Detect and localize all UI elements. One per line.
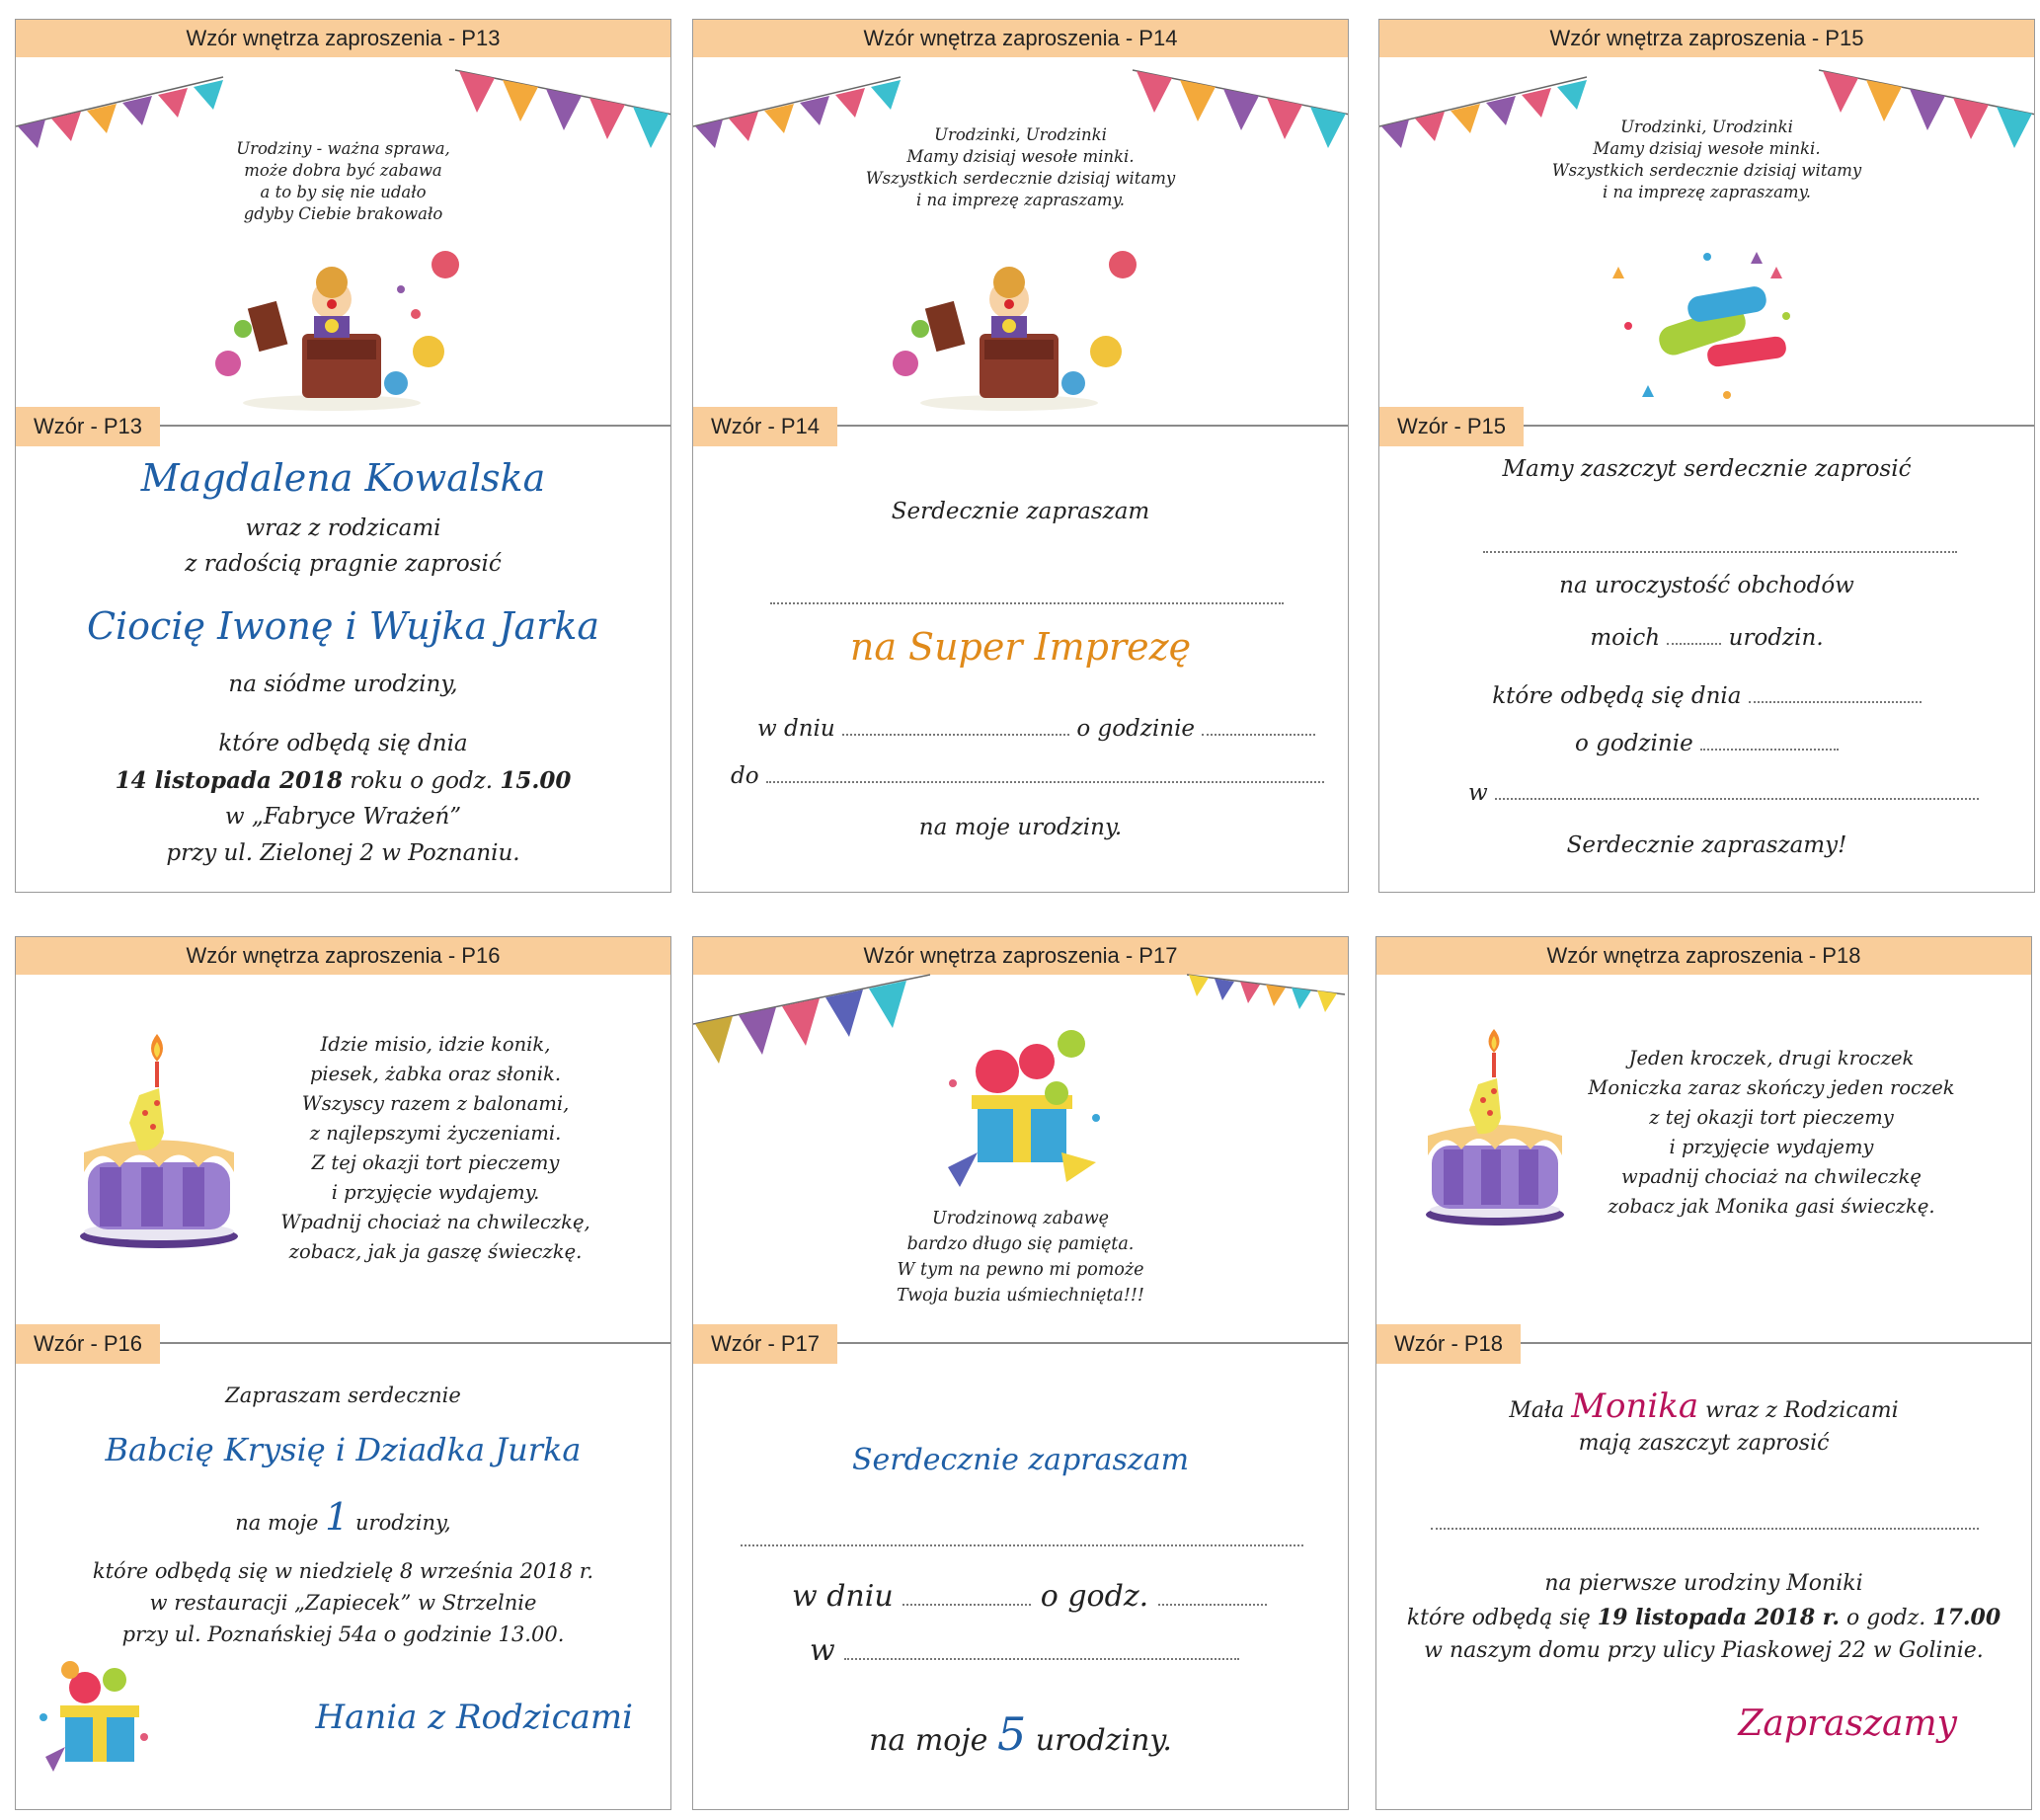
invitation-card-p14	[692, 19, 1349, 893]
card-poem: Urodzinki, Urodzinki Mamy dzisiaj wesołe minki. Wszystkich serdecznie dzisiaj witamy i na imprezę zapraszamy.	[865, 125, 1176, 209]
invitation-card-p13	[15, 19, 671, 893]
card-header: Wzór wnętrza zaproszenia - P16	[16, 937, 670, 975]
bunting-left-icon	[16, 67, 233, 146]
guests-name: Babcię Krysię i Dziadka Jurka	[105, 1431, 582, 1468]
fill-in-line	[770, 602, 1284, 604]
text-span: urodziny,	[349, 1511, 451, 1535]
text-line: Zapraszam serdecznie	[225, 1384, 461, 1407]
fill-in-line	[842, 734, 1069, 736]
card-poem: Urodzinową zabawę bardzo długo się pamięta. W tym na pewno mi pomoże Twoja buzia uśmiechnięta!!!	[897, 1209, 1144, 1306]
text-span: na moje	[869, 1723, 997, 1758]
day-label: w dniu	[757, 716, 835, 742]
card-top-section	[16, 57, 670, 425]
invitation-card-p18	[1375, 936, 2032, 1810]
text-span: moich	[1590, 625, 1661, 651]
child-line	[1376, 1386, 2031, 1426]
card-tab: Wzór - P17	[693, 1324, 837, 1364]
fill-in-line	[902, 1604, 1031, 1606]
age-number: 1	[325, 1495, 350, 1539]
invitation-card-p15	[1378, 19, 2035, 893]
card-header: Wzór wnętrza zaproszenia - P18	[1376, 937, 2031, 975]
fill-in-line	[766, 781, 1324, 783]
text-span: które odbędą się dnia	[1492, 683, 1742, 709]
card-header: Wzór wnętrza zaproszenia - P14	[693, 20, 1348, 57]
fill-in-line	[844, 1658, 1239, 1660]
date-line	[1376, 1605, 2031, 1630]
date-line	[1379, 683, 2034, 709]
card-poem: Idzie misio, idzie konik, piesek, żabka oraz słonik. Wszyscy razem z balonami, z najlepszymi życzeniami. Z tej okazji tort pieczemy i przyjęcie wydajemy. Wpadnij chociaż na chwileczkę, zobacz, jak ja gaszę świeczkę.	[280, 1033, 590, 1263]
event-date: 14 listopada 2018	[115, 767, 343, 794]
card-tab: Wzór - P14	[693, 407, 837, 446]
text-span: które odbędą się	[1406, 1606, 1598, 1630]
text-line: wraz z rodzicami	[245, 515, 441, 541]
fill-in-line	[1700, 749, 1839, 751]
card-tab: Wzór - P16	[16, 1324, 160, 1364]
card-poem: Jeden kroczek, drugi kroczek Moniczka zaraz skończy jeden roczek z tej okazji tort pieczemy i przyjęcie wydajemy wpadnij chociaż na chwileczkę zobacz jak Monika gasi świeczkę.	[1588, 1047, 1955, 1218]
child-name: Magdalena Kowalska	[140, 456, 546, 500]
text-line: przy ul. Zielonej 2 w Poznaniu.	[166, 840, 520, 866]
text-span: o godzinie	[1574, 731, 1693, 756]
text-line: które odbędą się w niedzielę 8 września 2018 r.	[92, 1559, 594, 1583]
date-time-line	[792, 1579, 1267, 1614]
card-header: Wzór wnętrza zaproszenia - P17	[693, 937, 1348, 975]
party-title: na Super Imprezę	[849, 625, 1192, 669]
fill-in-line	[1667, 643, 1721, 645]
date-time-line	[757, 716, 1315, 742]
date-line	[16, 767, 670, 794]
card-top-section	[693, 57, 1348, 425]
gift-balloons-icon	[36, 1658, 164, 1777]
text-line: na uroczystość obchodów	[1559, 573, 1854, 598]
event-time: 17.00	[1932, 1605, 2001, 1630]
fill-in-line	[1495, 798, 1979, 800]
place-label: w	[810, 1633, 835, 1668]
age-line	[16, 1495, 670, 1539]
guests-name: Ciocię Iwonę i Wujka Jarka	[86, 604, 600, 648]
text-line: przy ul. Poznańskiej 54a o godzinie 13.00.	[121, 1622, 565, 1646]
text-line: Serdecznie zapraszamy!	[1566, 832, 1847, 858]
fill-in-line	[1202, 734, 1315, 736]
text-line: na pierwsze urodziny Moniki	[1544, 1571, 1863, 1596]
text-span: urodziny.	[1026, 1723, 1172, 1758]
text-span: roku o godz.	[342, 768, 501, 794]
card-poem: Urodziny - ważna sprawa, może dobra być zabawa a to by się nie udało gdyby Ciebie brakowało	[236, 139, 450, 223]
signature: Hania z Rodzicami	[315, 1698, 633, 1737]
card-tab: Wzór - P15	[1379, 407, 1524, 446]
place-line	[810, 1633, 1239, 1668]
time-line	[1379, 731, 2034, 756]
clown-in-box-icon	[891, 245, 1147, 413]
event-date: 19 listopada 2018 r.	[1597, 1605, 1841, 1630]
text-line: Serdecznie zapraszam	[891, 499, 1150, 524]
card-tab: Wzór - P13	[16, 407, 160, 446]
clown-in-box-icon	[213, 245, 470, 413]
card-poem: Urodzinki, Urodzinki Mamy dzisiaj wesołe minki. Wszystkich serdecznie dzisiaj witamy i na imprezę zapraszamy.	[1551, 118, 1862, 201]
fill-in-line	[1158, 1604, 1267, 1606]
text-span: urodzin.	[1728, 625, 1824, 651]
fill-in-line	[1483, 551, 1957, 553]
age-line	[693, 1707, 1348, 1761]
text-line: które odbędą się dnia	[218, 731, 468, 756]
card-top-section	[1379, 57, 2034, 425]
birthday-cake-icon	[1426, 1029, 1574, 1227]
text-span: na moje	[235, 1511, 326, 1535]
card-top-section	[693, 975, 1348, 1342]
card-tab: Wzór - P18	[1376, 1324, 1521, 1364]
text-line: na siódme urodziny,	[228, 672, 458, 697]
age-number: 5	[996, 1707, 1027, 1761]
party-horns-icon	[1608, 247, 1806, 415]
invite-title: Serdecznie zapraszam	[851, 1443, 1190, 1477]
fill-in-line	[1749, 701, 1922, 703]
text-line: w restauracji „Zapiecek” w Strzelnie	[149, 1591, 537, 1615]
card-top-section	[16, 975, 670, 1342]
card-header: Wzór wnętrza zaproszenia - P13	[16, 20, 670, 57]
text-line: w „Fabryce Wrażeń”	[224, 804, 462, 830]
card-header: Wzór wnętrza zaproszenia - P15	[1379, 20, 2034, 57]
text-line: w naszym domu przy ulicy Piaskowej 22 w Golinie.	[1424, 1638, 1984, 1663]
hour-label: o godz.	[1040, 1579, 1149, 1614]
day-label: w dniu	[792, 1579, 894, 1614]
text-span: w	[1468, 780, 1488, 806]
place-line	[731, 763, 1324, 789]
invitation-card-p16	[15, 936, 671, 1810]
text-line: Mamy zaszczyt serdecznie zaprosić	[1502, 456, 1912, 482]
age-line	[1379, 625, 2034, 651]
child-name: Monika	[1571, 1386, 1699, 1426]
text-span: o godz.	[1840, 1606, 1933, 1630]
gift-balloons-icon	[938, 1024, 1106, 1182]
invitation-card-p17	[692, 936, 1349, 1810]
bunting-left-icon	[693, 975, 930, 1073]
text-span: wraz z Rodzicami	[1698, 1398, 1899, 1423]
text-span: Mała	[1509, 1398, 1572, 1423]
card-top-section	[1376, 975, 2031, 1342]
fill-in-line	[1431, 1528, 1979, 1530]
hour-label: o godzinie	[1076, 716, 1196, 742]
text-line: z radością pragnie zaprosić	[185, 551, 502, 577]
bunting-right-icon	[1187, 975, 1345, 1034]
text-line: mają zaszczyt zaprosić	[1578, 1431, 1830, 1456]
to-label: do	[731, 763, 759, 789]
place-line	[1468, 780, 1979, 806]
text-line: na moje urodziny.	[918, 815, 1123, 840]
birthday-cake-icon	[80, 1034, 248, 1251]
fill-in-line	[741, 1544, 1303, 1546]
event-time: 15.00	[500, 767, 572, 794]
signature: Zapraszamy	[1738, 1703, 1957, 1744]
